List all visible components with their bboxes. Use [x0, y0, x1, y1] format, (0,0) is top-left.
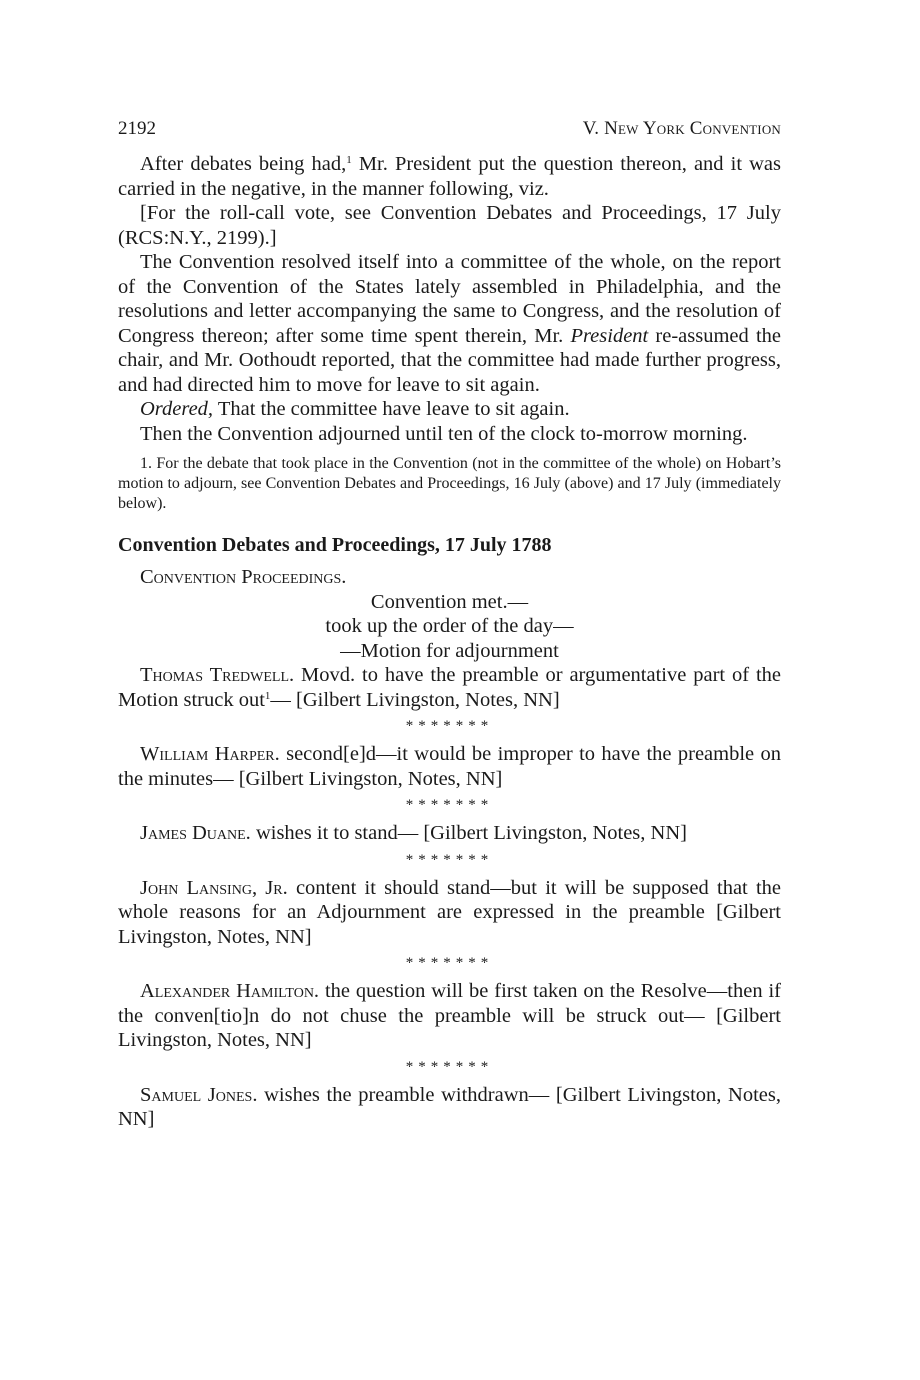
- speaker-name: John Lansing, Jr.: [140, 876, 288, 899]
- speaker-name: William Harper.: [140, 743, 280, 765]
- entry-lansing: John Lansing, Jr. content it should stand—but it will be supposed that the whole reasons for an Adjournment are expressed in the preamble [Gilbert Livingston, Notes, NN]: [118, 876, 781, 948]
- footnote-1: 1. For the debate that took place in the Convention (not in the committee of the whole) on Hobart’s motion to adjourn, see Convention Debates and Proceedings, 16 July (above) and 17 July (immediately below).: [118, 455, 781, 512]
- centered-line: —Motion for adjournment: [340, 639, 559, 662]
- footnote-ref[interactable]: 1: [264, 689, 271, 702]
- speaker-name: Thomas Tredwell.: [140, 664, 295, 686]
- page-number: 2192: [118, 118, 156, 139]
- section-title: Convention Debates and Proceedings, 17 July 1788: [118, 534, 552, 556]
- speaker-name: James Duane.: [140, 822, 251, 844]
- separator-stars: *******: [405, 797, 494, 813]
- running-header: [118, 118, 781, 152]
- centered-line: took up the order of the day—: [325, 615, 574, 637]
- section-subheading: Convention Proceedings.: [140, 566, 347, 588]
- paragraph-rollcall-note: [For the roll-call vote, see Convention Debates and Proceedings, 17 July (RCS:N.Y., 2199).]: [118, 202, 781, 249]
- entry-duane: James Duane. wishes it to stand— [Gilbert Livingston, Notes, NN]: [140, 822, 687, 844]
- entry-hamilton: Alexander Hamilton. the question will be first taken on the Resolve—then if the conven[tio]n do not chuse the preamble will be struck out— [Gilbert Livingston, Notes, NN]: [118, 980, 781, 1051]
- paragraph-ordered: Ordered, That the committee have leave to sit again.: [140, 398, 570, 420]
- speaker-name: Alexander Hamilton.: [140, 980, 320, 1002]
- footnote-ref-1[interactable]: 1: [346, 154, 352, 166]
- entry-jones: Samuel Jones. wishes the preamble withdrawn— [Gilbert Livingston, Notes, NN]: [118, 1083, 781, 1130]
- entry-harper: William Harper. second[e]d—it would be improper to have the preamble on the minutes— [Gilbert Livingston, Notes, NN]: [118, 743, 781, 790]
- paragraph-adjourned: Then the Convention adjourned until ten of the clock to-morrow morning.: [140, 422, 748, 445]
- page: [118, 118, 781, 1132]
- paragraph-debates: After debates being had,$^1$ Mr. President put the question thereon, and it was carried in the negative, in the manner following, viz.: [118, 153, 781, 200]
- centered-line: Convention met.—: [370, 590, 529, 613]
- separator-stars: *******: [405, 718, 494, 734]
- separator-stars: *******: [405, 851, 494, 868]
- entry-tredwell: Thomas Tredwell. Movd. to have the preamble or argumentative part of the Motion struck out$^1$— [Gilbert Livingston, Notes, NN]: [118, 664, 781, 711]
- speaker-name: Samuel Jones.: [140, 1083, 258, 1106]
- running-title: V. New York Convention: [582, 118, 781, 139]
- separator-stars: *******: [405, 1058, 494, 1075]
- paragraph-committee: The Convention resolved itself into a committee of the whole, on the report of the Convention of the States lately assembled in Philadelphia, and the resolutions and letter accompanying the same to Congress, and the resolution of Congress thereon; after some time spent therein, Mr. President re-assumed the chair, and Mr. Oothoudt reported, that the committee had made further progress, and had directed him to move for leave to sit again.: [118, 251, 781, 396]
- separator-stars: *******: [405, 955, 494, 971]
